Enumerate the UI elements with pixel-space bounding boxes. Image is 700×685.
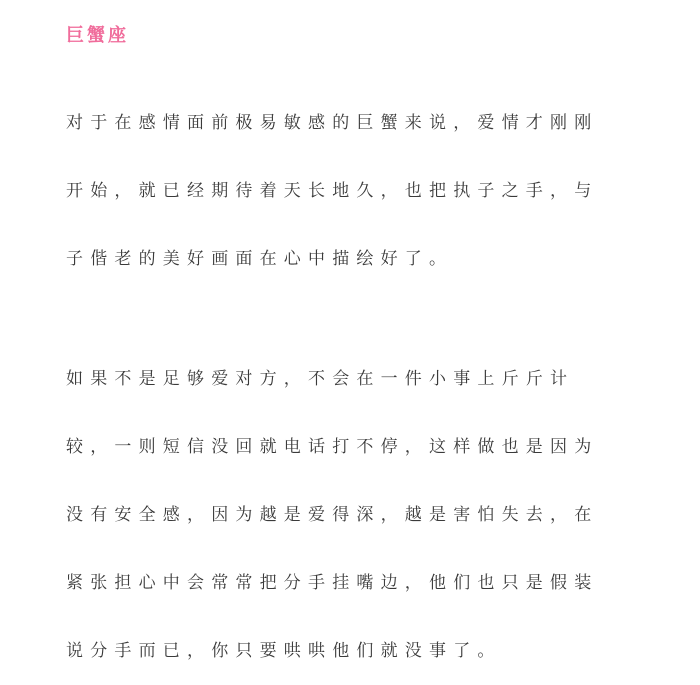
- paragraph-line: 开始，就已经期待着天长地久，也把执子之手，与: [66, 181, 599, 201]
- article-heading: 巨蟹座: [66, 25, 129, 46]
- paragraph-line: 如果不是足够爱对方，不会在一件小事上斤斤计: [66, 369, 575, 389]
- paragraph-2: [66, 345, 636, 685]
- paragraph-1: [66, 89, 636, 293]
- paragraph-line: 对于在感情面前极易敏感的巨蟹来说，爱情才刚刚: [66, 113, 599, 133]
- paragraph-line: 子偕老的美好画面在心中描绘好了。: [66, 249, 454, 269]
- paragraph-line: 说分手而已，你只要哄哄他们就没事了。: [66, 641, 502, 661]
- article: [66, 18, 636, 685]
- paragraph-line: 没有安全感，因为越是爱得深，越是害怕失去，在: [66, 505, 599, 525]
- paragraph-line: 紧张担心中会常常把分手挂嘴边，他们也只是假装: [66, 573, 599, 593]
- paragraph-line: 较，一则短信没回就电话打不停，这样做也是因为: [66, 437, 599, 457]
